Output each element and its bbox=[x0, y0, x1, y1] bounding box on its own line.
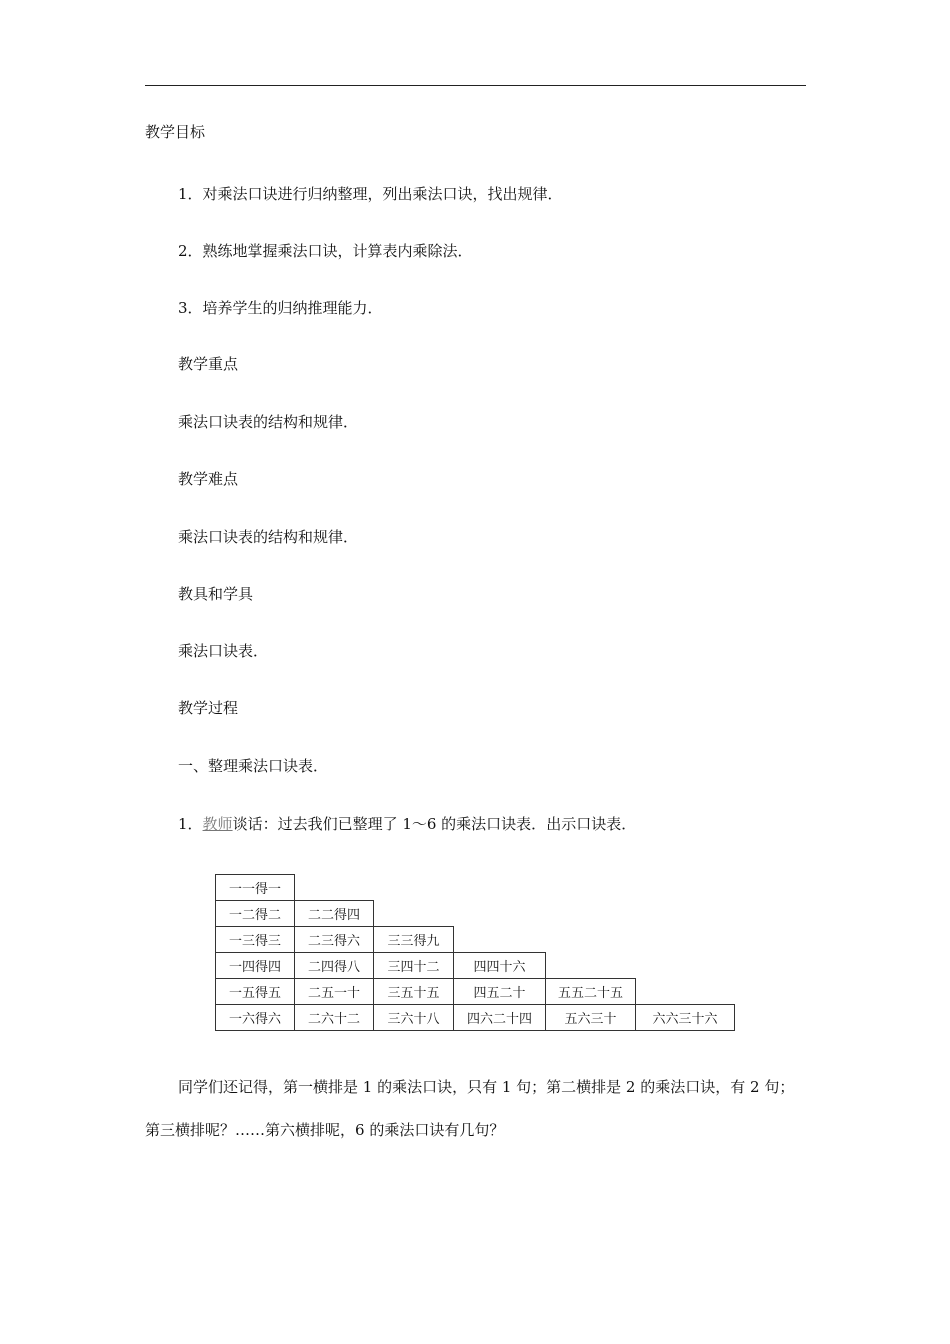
table-cell: 四四十六 bbox=[454, 953, 546, 979]
table-cell: 六六三十六 bbox=[636, 1005, 735, 1031]
closing-line-2: 第三横排呢？……第六横排呢，6 的乘法口诀有几句？ bbox=[145, 1121, 505, 1139]
table-cell: 三四十二 bbox=[374, 953, 454, 979]
empty-cell bbox=[454, 927, 546, 953]
empty-cell bbox=[454, 875, 546, 901]
table-cell: 三三得九 bbox=[374, 927, 454, 953]
table-cell: 一六得六 bbox=[216, 1005, 295, 1031]
table-cell: 一三得三 bbox=[216, 927, 295, 953]
empty-cell bbox=[454, 901, 546, 927]
paragraph: 一、整理乘法口诀表． bbox=[178, 757, 329, 775]
table-cell: 二二得四 bbox=[295, 901, 374, 927]
table-cell: 二三得六 bbox=[295, 927, 374, 953]
paragraph: 乘法口诀表． bbox=[178, 642, 269, 660]
section-heading: 教学目标 bbox=[145, 123, 206, 141]
paragraph: 2．熟练地掌握乘法口诀，计算表内乘除法． bbox=[178, 242, 473, 260]
empty-cell bbox=[546, 953, 636, 979]
empty-cell bbox=[636, 927, 735, 953]
table-row bbox=[216, 1005, 735, 1031]
empty-cell bbox=[636, 953, 735, 979]
teacher-link[interactable]: 教师 bbox=[202, 815, 233, 833]
step-number: 1． bbox=[178, 815, 203, 833]
empty-cell bbox=[546, 875, 636, 901]
paragraph: 教学过程 bbox=[178, 699, 239, 717]
table-cell: 二六十二 bbox=[295, 1005, 374, 1031]
table-cell: 五五二十五 bbox=[546, 979, 636, 1005]
table-cell: 二四得八 bbox=[295, 953, 374, 979]
table-cell: 三五十五 bbox=[374, 979, 454, 1005]
multiplication-table bbox=[215, 874, 735, 1031]
table-cell: 四五二十 bbox=[454, 979, 546, 1005]
table-row bbox=[216, 875, 735, 901]
table-row bbox=[216, 953, 735, 979]
paragraph: 乘法口诀表的结构和规律． bbox=[178, 413, 359, 431]
table-cell: 二五一十 bbox=[295, 979, 374, 1005]
table-row bbox=[216, 927, 735, 953]
empty-cell bbox=[636, 979, 735, 1005]
paragraph: 教具和学具 bbox=[178, 585, 254, 603]
empty-cell bbox=[374, 875, 454, 901]
table-row bbox=[216, 901, 735, 927]
empty-cell bbox=[374, 901, 454, 927]
empty-cell bbox=[295, 875, 374, 901]
paragraph: 教学重点 bbox=[178, 355, 239, 373]
empty-cell bbox=[546, 901, 636, 927]
table-cell: 一二得二 bbox=[216, 901, 295, 927]
table-cell: 一五得五 bbox=[216, 979, 295, 1005]
header-rule bbox=[145, 85, 806, 86]
table-cell: 一四得四 bbox=[216, 953, 295, 979]
empty-cell bbox=[546, 927, 636, 953]
empty-cell bbox=[636, 875, 735, 901]
paragraph: 1．对乘法口诀进行归纳整理，列出乘法口诀，找出规律． bbox=[178, 185, 563, 203]
paragraph: 乘法口诀表的结构和规律． bbox=[178, 528, 359, 546]
step-1 bbox=[178, 814, 636, 834]
closing-line-1: 同学们还记得，第一横排是 1 的乘法口诀，只有 1 句；第二横排是 2 的乘法口诀，有 2 句； bbox=[178, 1078, 795, 1096]
empty-cell bbox=[636, 901, 735, 927]
table-cell: 五六三十 bbox=[546, 1005, 636, 1031]
table-row bbox=[216, 979, 735, 1005]
paragraph: 教学难点 bbox=[178, 470, 239, 488]
paragraph: 3．培养学生的归纳推理能力． bbox=[178, 299, 383, 317]
table-cell: 三六十八 bbox=[374, 1005, 454, 1031]
step-text: 谈话：过去我们已整理了 1～6 的乘法口诀表．出示口诀表． bbox=[232, 815, 637, 833]
table-cell: 四六二十四 bbox=[454, 1005, 546, 1031]
table-cell: 一一得一 bbox=[216, 875, 295, 901]
